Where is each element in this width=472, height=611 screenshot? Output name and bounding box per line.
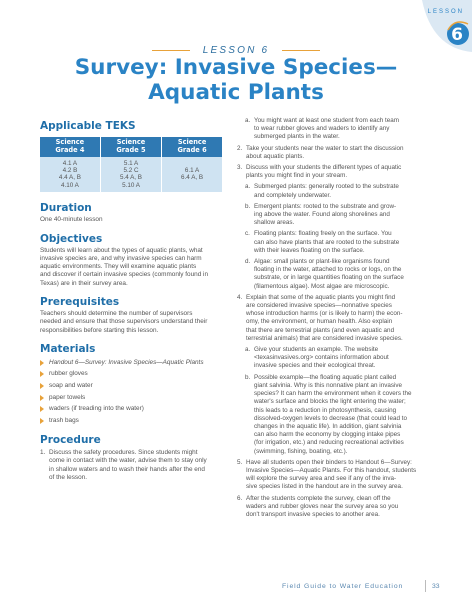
procedure-step-5: 5. Have all students open their binders to Handout 6—Survey: Invasive Species—Aquatic Plants. For this handout, students will explore the survey area and see if any of the inva- sive species listed in the handout are in the survey area.	[237, 458, 417, 491]
prerequisites-text: Teachers should determine the number of supervisors needed and ensure that those supervisors understand their responsibilities before starting this lesson.	[40, 310, 208, 334]
procedure-step-3d: d. Algae: small plants or plant-like organisms found floating in the water, attached to rocks or logs, on the substrate, or in large quantities floating on the surface (filamentous algae). Most algae are microscopic.	[245, 258, 404, 290]
materials-heading: Materials	[40, 342, 96, 355]
procedure-step-4a: a. Give your students an example. The website <texasinvasives.org> contains information about invasive species and their ecological threat.	[245, 346, 389, 370]
duration-text: One 40-minute lesson	[40, 216, 103, 224]
teks-col-1-cell: 4.1 A 4.2 B 4.4 A, B 4.10 A	[40, 157, 100, 193]
duration-heading: Duration	[40, 202, 92, 215]
procedure-step-6: 6. After the students complete the survey, clean off the waders and rubber gloves near the survey area so you don't transport invasive species to another area.	[237, 494, 399, 518]
procedure-step-2: 2. Take your students near the water to start the discussion about aquatic plants.	[237, 144, 404, 160]
teks-col-3-head: Science Grade 6	[162, 137, 222, 157]
procedure-heading: Procedure	[40, 434, 101, 447]
footer-divider	[425, 580, 426, 592]
teks-col-2-head: Science Grade 5	[100, 137, 161, 157]
teks-header-row	[40, 137, 222, 157]
materials-list	[40, 359, 228, 425]
teks-col-2-cell: 5.1 A 5.2 C 5.4 A, B 5.10 A	[100, 157, 161, 193]
footer-title: Field Guide to Water Education	[282, 583, 404, 590]
materials-item: Handout 6—Survey: Invasive Species—Aquatic Plants	[40, 359, 228, 367]
procedure-step-3c: c. Floating plants: floating freely on the surface. You can also have plants that are rooted to the substrate with their leaves floating on the surface.	[245, 230, 400, 254]
badge-label: LESSON	[427, 9, 464, 15]
bullet-arrow-icon	[40, 395, 44, 401]
bullet-arrow-icon	[40, 371, 44, 377]
page-title	[0, 55, 472, 105]
teks-table	[40, 137, 222, 192]
procedure-step-1: 1. Discuss the safety procedures. Since students might come in contact with the water, advise them to stay only in shallow waters and to wash their hands after the end of the lesson.	[40, 449, 207, 482]
title-line-2: Aquatic Plants	[148, 80, 324, 105]
page-number: 33	[432, 583, 440, 590]
procedure-step-4: 4. Explain that some of the aquatic plants you might find are considered invasive species—nonnative species whose introduction harms (or is likely to harm) the econ- omy, the environment, or human health. Also explain that there are terrestrial plants (and even aquatic and terrestrial animals) that are considered invasive species.	[237, 293, 403, 342]
left-column	[40, 120, 228, 482]
procedure-step-1a: a. You might want at least one student from each team to wear rubber gloves and waders to identify any submerged plants in the water.	[245, 117, 400, 141]
teks-heading: Applicable TEKS	[40, 120, 136, 132]
procedure-step-3a: a. Submerged plants: generally rooted to the substrate and completely underwater.	[245, 183, 399, 199]
materials-item: rubber gloves	[40, 370, 228, 378]
materials-item: waders (if treading into the water)	[40, 405, 228, 413]
lesson-label: LESSON 6	[202, 45, 270, 57]
title-line-1: Survey: Invasive Species—	[74, 55, 398, 80]
bullet-arrow-icon	[40, 418, 44, 424]
lesson-rule-right	[282, 50, 320, 51]
prerequisites-heading: Prerequisites	[40, 296, 120, 308]
badge-number: 6	[451, 25, 463, 45]
materials-item: soap and water	[40, 382, 228, 390]
procedure-step-3b: b. Emergent plants: rooted to the substrate and grow- ing above the water. Found along shorelines and shallow areas.	[245, 202, 397, 227]
lesson-rule-left	[152, 50, 190, 51]
bullet-arrow-icon	[40, 360, 44, 366]
objectives-heading: Objectives	[40, 232, 103, 245]
procedure-step-4b: b. Possible example—the floating aquatic plant called giant salvinia. Why is this nonnative plant an invasive species? It can harm the environment when it covers the water's surface and blocks the light entering the water; this leads to a reduction in photosynthesis, causing dissolved-oxygen levels to decrease (that could lead to changes in the aquatic life). In addition, giant salvinia can also harm the economy by clogging intake pipes (for irrigation, etc.) and reducing recreational activities (swimming, fishing, boating, etc.).	[245, 373, 412, 455]
procedure-step-3: 3. Discuss with your students the different types of aquatic plants you might find in your stream.	[237, 164, 402, 180]
materials-item: trash bags	[40, 417, 228, 425]
bullet-arrow-icon	[40, 383, 44, 389]
teks-col-3-cell: 6.1 A 6.4 A, B	[162, 157, 222, 193]
materials-item: paper towels	[40, 394, 228, 402]
teks-col-1-head: Science Grade 4	[40, 137, 100, 157]
bullet-arrow-icon	[40, 406, 44, 412]
right-column	[237, 117, 437, 519]
teks-body-row	[40, 157, 222, 193]
objectives-text: Students will learn about the types of aquatic plants, what invasive species are, and why invasive species can harm aquatic environments. They will examine aquatic plants and discover if certain invasive species (commonly found in Texas) are in their survey area.	[40, 246, 209, 287]
